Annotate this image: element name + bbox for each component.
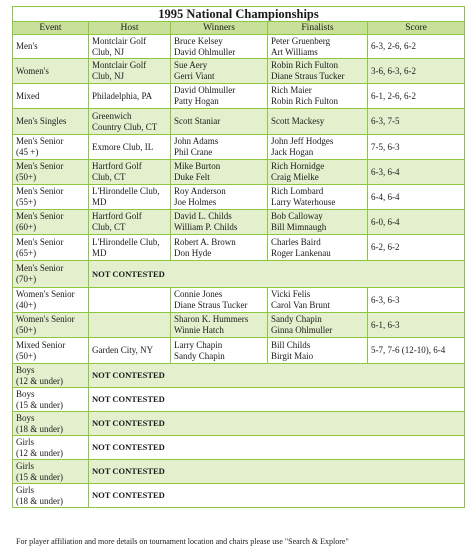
cell-line: Boys — [16, 364, 35, 375]
table-row — [13, 412, 465, 436]
host-cell — [89, 185, 171, 210]
cell-line: Bruce Kelsey — [174, 35, 223, 46]
host-cell — [89, 313, 171, 338]
not-contested-cell: NOT CONTESTED — [89, 460, 465, 484]
cell-line: Men's Senior — [16, 161, 64, 171]
cell-line: Garden City, NY — [92, 345, 154, 355]
winners-cell — [171, 35, 268, 59]
cell-line: (50+) — [16, 325, 37, 335]
cell-line: Montclair Golf — [92, 35, 147, 46]
table-row — [13, 288, 465, 313]
host-cell — [89, 338, 171, 364]
finalists-cell — [268, 288, 368, 313]
table-row — [13, 460, 465, 484]
cell-line: (50+) — [16, 172, 37, 182]
cell-line: Birgit Maio — [271, 350, 314, 361]
winners-cell — [171, 160, 268, 185]
header-event: Event — [13, 22, 89, 35]
cell-line: Don Hyde — [174, 247, 212, 258]
not-contested-cell: NOT CONTESTED — [89, 261, 465, 288]
table-row — [13, 109, 465, 135]
cell-line: (40+) — [16, 300, 37, 310]
score-cell: 6-2, 6-2 — [368, 235, 465, 261]
table-row — [13, 235, 465, 261]
cell-line: Men's Senior — [16, 236, 64, 247]
cell-line: Mixed — [16, 90, 40, 101]
cell-line: Connie Jones — [174, 289, 223, 299]
cell-line: David Ohlmuller — [174, 85, 236, 95]
cell-line: Hartford Golf — [92, 211, 142, 221]
cell-line: MD — [92, 197, 107, 207]
event-cell — [13, 288, 89, 313]
cell-line: Duke Felt — [174, 172, 210, 182]
header-host: Host — [89, 22, 171, 35]
cell-line: Bob Calloway — [271, 211, 323, 221]
host-cell — [89, 59, 171, 84]
cell-line: Men's — [16, 41, 38, 51]
score-cell: 6-3, 2-6, 6-2 — [368, 35, 465, 59]
host-cell — [89, 84, 171, 109]
not-contested-cell: NOT CONTESTED — [89, 364, 465, 388]
cell-line: L'Hirondelle Club, — [92, 186, 160, 196]
cell-line: Larry Chapin — [174, 339, 223, 350]
cell-line: Boys — [16, 412, 35, 423]
table-row — [13, 135, 465, 160]
cell-line: Greenwich — [92, 110, 132, 121]
cell-line: Women's — [16, 65, 49, 76]
score-cell: 6-3, 6-3 — [368, 288, 465, 313]
winners-cell — [171, 235, 268, 261]
cell-line: Joe Holmes — [174, 197, 217, 207]
cell-line: Mixed Senior — [16, 339, 66, 350]
finalists-cell — [268, 235, 368, 261]
table-row — [13, 185, 465, 210]
event-cell — [13, 235, 89, 261]
cell-line: Girls — [16, 484, 34, 495]
score-cell: 5-7, 7-6 (12-10), 6-4 — [368, 338, 465, 364]
score-cell: 6-3, 6-4 — [368, 160, 465, 185]
cell-line: William P. Childs — [174, 222, 238, 232]
cell-line: Men's Senior — [16, 211, 64, 221]
cell-line: (55+) — [16, 197, 37, 207]
cell-line: Robin Rich Fulton — [271, 60, 339, 70]
event-cell — [13, 84, 89, 109]
table-row — [13, 35, 465, 59]
winners-cell — [171, 59, 268, 84]
event-cell — [13, 35, 89, 59]
winners-cell — [171, 313, 268, 338]
cell-line: (60+) — [16, 222, 37, 232]
cell-line: Boys — [16, 388, 35, 399]
cell-line: David L. Childs — [174, 211, 232, 221]
cell-line: (50+) — [16, 350, 37, 361]
cell-line: John Jeff Hodges — [271, 136, 334, 146]
cell-line: John Adams — [174, 136, 219, 146]
cell-line: Jack Hogan — [271, 147, 314, 157]
host-cell — [89, 160, 171, 185]
cell-line: (15 & under) — [16, 399, 63, 410]
cell-line: Mike Burton — [174, 161, 221, 171]
cell-line: Art Williams — [271, 46, 318, 57]
cell-line: Club, CT — [92, 222, 126, 232]
table-row — [13, 436, 465, 460]
table-row — [13, 210, 465, 235]
cell-line: (18 & under) — [16, 495, 63, 506]
score-cell: 6-1, 6-3 — [368, 313, 465, 338]
host-cell — [89, 109, 171, 135]
event-cell — [13, 388, 89, 412]
cell-line: Bill Childs — [271, 339, 311, 350]
table-row — [13, 160, 465, 185]
cell-line: Philadelphia, PA — [92, 90, 153, 101]
cell-line: Women's Senior — [16, 289, 75, 299]
cell-line: Patty Hogan — [174, 96, 219, 106]
cell-line: Rich Hornidge — [271, 161, 325, 171]
header-row — [13, 22, 465, 35]
cell-line: (12 & under) — [16, 447, 63, 458]
cell-line: Rich Lombard — [271, 186, 324, 196]
cell-line: Girls — [16, 436, 34, 447]
finalists-cell — [268, 35, 368, 59]
cell-line: (45 +) — [16, 147, 39, 157]
cell-line: Ginna Ohlmuller — [271, 325, 333, 335]
finalists-cell — [268, 160, 368, 185]
header-finalists: Finalists — [268, 22, 368, 35]
table-row — [13, 364, 465, 388]
winners-cell — [171, 84, 268, 109]
not-contested-cell: NOT CONTESTED — [89, 436, 465, 460]
score-cell: 6-4, 6-4 — [368, 185, 465, 210]
event-cell — [13, 210, 89, 235]
cell-line: Charles Baird — [271, 236, 321, 247]
event-cell — [13, 484, 89, 508]
cell-line: Rich Maier — [271, 85, 312, 95]
table-row — [13, 313, 465, 338]
cell-line: Sandy Chapin — [174, 350, 225, 361]
winners-cell — [171, 338, 268, 364]
cell-line: Scott Mackesy — [271, 116, 325, 126]
finalists-cell — [268, 313, 368, 338]
event-cell — [13, 160, 89, 185]
cell-line: (70+) — [16, 274, 37, 284]
event-cell — [13, 412, 89, 436]
table-row — [13, 261, 465, 288]
table-title: 1995 National Championships — [13, 7, 465, 22]
event-cell — [13, 109, 89, 135]
table-row — [13, 84, 465, 109]
winners-cell — [171, 185, 268, 210]
winners-cell — [171, 135, 268, 160]
cell-line: Montclair Golf — [92, 60, 147, 70]
not-contested-cell: NOT CONTESTED — [89, 484, 465, 508]
table-row — [13, 388, 465, 412]
winners-cell — [171, 288, 268, 313]
cell-line: Girls — [16, 460, 34, 471]
cell-line: Men's Singles — [16, 116, 67, 126]
cell-line: Diane Straus Tucker — [174, 300, 248, 310]
cell-line: Country Club, CT — [92, 121, 158, 132]
cell-line: Hartford Golf — [92, 161, 142, 171]
cell-line: Roger Lankenau — [271, 247, 331, 258]
cell-line: Men's Senior — [16, 136, 64, 146]
finalists-cell — [268, 135, 368, 160]
finalists-cell — [268, 84, 368, 109]
cell-line: (12 & under) — [16, 375, 63, 386]
event-cell — [13, 59, 89, 84]
event-cell — [13, 135, 89, 160]
cell-line: Exmore Club, IL — [92, 141, 154, 152]
cell-line: MD — [92, 247, 107, 258]
cell-line: Craig Mielke — [271, 172, 319, 182]
event-cell — [13, 313, 89, 338]
cell-line: Club, CT — [92, 172, 126, 182]
winners-cell — [171, 109, 268, 135]
cell-line: Sue Aery — [174, 60, 208, 70]
table-row — [13, 338, 465, 364]
cell-line: Robin Rich Fulton — [271, 96, 339, 106]
host-cell — [89, 235, 171, 261]
not-contested-cell: NOT CONTESTED — [89, 412, 465, 436]
cell-line: Bill Mimnaugh — [271, 222, 327, 232]
event-cell — [13, 338, 89, 364]
cell-line: Men's Senior — [16, 263, 64, 273]
cell-line: Phil Crane — [174, 147, 213, 157]
cell-line: Winnie Hatch — [174, 325, 224, 335]
cell-line: L'Hirondelle Club, — [92, 236, 160, 247]
host-cell — [89, 210, 171, 235]
winners-cell — [171, 210, 268, 235]
cell-line: Sandy Chapin — [271, 314, 322, 324]
cell-line: Gerri Viant — [174, 71, 215, 81]
finalists-cell — [268, 185, 368, 210]
cell-line: Peter Gruenberg — [271, 35, 331, 46]
table-row — [13, 59, 465, 84]
host-cell — [89, 35, 171, 59]
finalists-cell — [268, 109, 368, 135]
score-cell: 3-6, 6-3, 6-2 — [368, 59, 465, 84]
cell-line: Vicki Felis — [271, 289, 311, 299]
cell-line: (65+) — [16, 247, 37, 258]
cell-line: Diane Straus Tucker — [271, 71, 345, 81]
event-cell — [13, 185, 89, 210]
not-contested-cell: NOT CONTESTED — [89, 388, 465, 412]
cell-line: Women's Senior — [16, 314, 75, 324]
score-cell: 6-0, 6-4 — [368, 210, 465, 235]
cell-line: Roy Anderson — [174, 186, 226, 196]
footnote: For player affiliation and more details on tournament location and chairs please use "Search & Explore" — [16, 537, 349, 546]
event-cell — [13, 460, 89, 484]
cell-line: Club, NJ — [92, 46, 125, 57]
cell-line: (18 & under) — [16, 423, 63, 434]
cell-line: (15 & under) — [16, 471, 63, 482]
host-cell — [89, 288, 171, 313]
title-row — [13, 7, 465, 22]
cell-line: Larry Waterhouse — [271, 197, 336, 207]
cell-line: Scott Staniar — [174, 116, 221, 126]
header-winners: Winners — [171, 22, 268, 35]
finalists-cell — [268, 210, 368, 235]
finalists-cell — [268, 338, 368, 364]
finalists-cell — [268, 59, 368, 84]
event-cell — [13, 364, 89, 388]
cell-line: Sharon K. Hummers — [174, 314, 249, 324]
cell-line: David Ohlmuller — [174, 46, 236, 57]
championship-results-table — [12, 6, 465, 508]
event-cell — [13, 436, 89, 460]
host-cell — [89, 135, 171, 160]
event-cell — [13, 261, 89, 288]
cell-line: Men's Senior — [16, 186, 64, 196]
cell-line: Robert A. Brown — [174, 236, 236, 247]
cell-line: Club, NJ — [92, 71, 125, 81]
score-cell: 6-1, 2-6, 6-2 — [368, 84, 465, 109]
score-cell: 6-3, 7-5 — [368, 109, 465, 135]
header-score: Score — [368, 22, 465, 35]
score-cell: 7-5, 6-3 — [368, 135, 465, 160]
cell-line: Carol Van Brunt — [271, 300, 330, 310]
table-row — [13, 484, 465, 508]
